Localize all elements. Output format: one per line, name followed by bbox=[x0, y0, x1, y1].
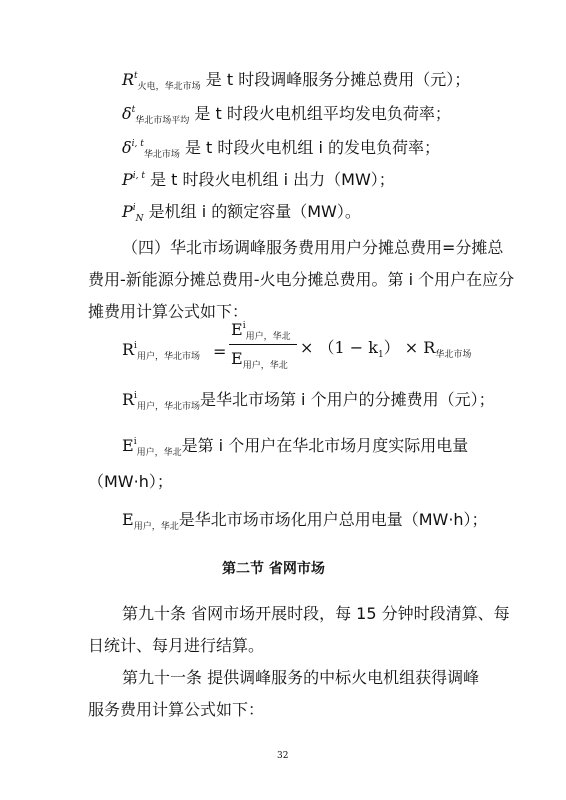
pn-description: 是机组 i 的额定容量（MW）。 bbox=[148, 202, 361, 221]
r-symbol: R bbox=[122, 70, 135, 89]
para4-line2: 费用-新能源分摊总费用-火电分摊总费用。第 i 个用户在应分 bbox=[88, 270, 515, 289]
r-user-symbol: R bbox=[122, 390, 135, 409]
delta2-description: 是 t 时段火电机组 i 的发电负荷率； bbox=[184, 138, 441, 157]
e-user-sup: i bbox=[133, 437, 137, 447]
e-user-description: 是第 i 个用户在华北市场月度实际用电量 bbox=[181, 436, 469, 455]
num-sup: i bbox=[242, 321, 246, 331]
after-k: ） × R bbox=[383, 338, 436, 357]
formula-lhs bbox=[122, 340, 200, 362]
r-user-description: 是华北市场第 i 个用户的分摊费用（元）； bbox=[199, 390, 495, 409]
article90-line1: 第九十条 省网市场开展时段，每 15 分钟时段清算、每 bbox=[122, 604, 510, 623]
lhs-sub: 用户，华北市场 bbox=[136, 352, 200, 362]
p-symbol: P bbox=[122, 170, 133, 189]
e-total-symbol: E bbox=[122, 510, 134, 529]
den-symbol: E bbox=[231, 349, 243, 368]
delta-symbol: δ bbox=[122, 104, 132, 123]
p-description: 是 t 时段火电机组 i 出力（MW）； bbox=[150, 170, 395, 189]
r-sub: 火电，华北市场 bbox=[137, 82, 201, 92]
delta-sup: t bbox=[131, 105, 136, 115]
num-sub: 用户，华北 bbox=[245, 332, 291, 342]
def-e-total bbox=[122, 510, 488, 532]
lhs-sup: i bbox=[134, 341, 137, 351]
e-total-description: 是华北市场市场化用户总用电量（MW·h）； bbox=[178, 510, 488, 529]
delta-sub: 华北市场平均 bbox=[135, 116, 190, 126]
k-sub: 1 bbox=[377, 350, 384, 360]
def-delta-unit bbox=[122, 138, 441, 160]
pn-symbol: P bbox=[122, 202, 133, 221]
def-r-user bbox=[122, 390, 495, 412]
article91-line2: 服务费用计算公式如下： bbox=[88, 700, 265, 719]
rhs-r-sub: 华北市场 bbox=[435, 350, 472, 360]
formula-numerator bbox=[231, 320, 291, 342]
den-sub: 用户，华北 bbox=[242, 361, 288, 371]
e-user-sub: 用户，华北 bbox=[136, 448, 182, 458]
article90-line2: 日统计、每月进行结算。 bbox=[88, 636, 265, 655]
pn-sub: N bbox=[135, 214, 144, 224]
e-user-symbol: E bbox=[122, 436, 134, 455]
formula-rhs bbox=[300, 338, 472, 360]
def-e-user-unit: （MW·h）； bbox=[88, 472, 173, 491]
r-user-sup: i bbox=[134, 391, 137, 401]
times-part: × （1 − k bbox=[300, 338, 378, 357]
delta2-symbol: δ bbox=[122, 138, 132, 157]
def-e-user bbox=[122, 436, 469, 458]
def-delta-avg bbox=[122, 104, 451, 126]
num-symbol: E bbox=[231, 320, 243, 339]
def-pn-capacity bbox=[122, 202, 361, 224]
r-description: 是 t 时段调峰服务分摊总费用（元）； bbox=[205, 70, 471, 89]
r-user-sub: 用户，华北市场 bbox=[136, 402, 200, 412]
fraction-bar bbox=[229, 344, 297, 345]
page-number: 32 bbox=[277, 751, 289, 761]
pn-sup: i bbox=[132, 203, 136, 213]
delta2-sub: 华北市场 bbox=[143, 150, 180, 160]
e-total-sub: 用户，华北 bbox=[133, 522, 179, 532]
section-heading: 第二节 省网市场 bbox=[222, 561, 325, 577]
formula-equals: = bbox=[213, 342, 227, 361]
p-sup: i, t bbox=[132, 171, 145, 181]
para4-line3: 摊费用计算公式如下： bbox=[88, 302, 249, 321]
formula-denominator bbox=[231, 349, 288, 371]
para4-line1: （四）华北市场调峰服务费用用户分摊总费用=分摊总 bbox=[122, 238, 504, 257]
article91-line1: 第九十一条 提供调峰服务的中标火电机组获得调峰 bbox=[122, 668, 480, 687]
def-r-fire bbox=[122, 70, 471, 92]
delta2-sup: i, t bbox=[131, 139, 144, 149]
delta-description: 是 t 时段火电机组平均发电负荷率； bbox=[194, 104, 451, 123]
r-sup: t bbox=[134, 71, 138, 81]
def-p-output bbox=[122, 172, 395, 188]
lhs-symbol: R bbox=[122, 340, 135, 359]
